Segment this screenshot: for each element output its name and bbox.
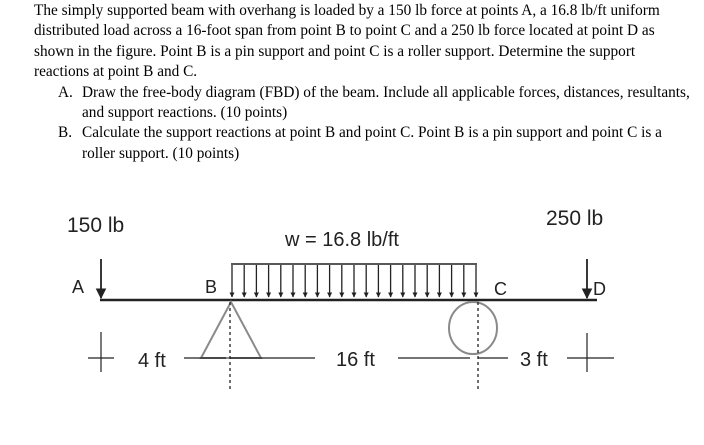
part-b-text: Calculate the support reactions at point B and point C. Point B is a pin support and point C is a roller support. (10 points) bbox=[82, 124, 662, 162]
force-a-label: 150 lb bbox=[67, 214, 125, 237]
part-a-text: Draw the free-body diagram (FBD) of the beam. Include all applicable forces, distances, resultants, and support reactions. (10 points) bbox=[82, 83, 690, 122]
distributed-load bbox=[231, 264, 477, 297]
part-a-label: A. bbox=[58, 83, 73, 101]
point-d-label: D bbox=[593, 279, 606, 299]
point-a-label: A bbox=[72, 277, 85, 297]
pin-support-b bbox=[201, 302, 261, 392]
dimension-ab-label: 4 ft bbox=[138, 350, 166, 372]
point-c-label: C bbox=[494, 279, 507, 299]
roller-support-c bbox=[449, 302, 497, 392]
distributed-load-label: w = 16.8 lb/ft bbox=[285, 229, 399, 251]
part-b-label: B. bbox=[58, 124, 73, 142]
problem-intro: The simply supported beam with overhang is loaded by a 150 lb force at points A, a 16.8 lb/ft uniform distributed load across a 16-foot span from point B to point C and a 250 lb force located at point D as shown in the figure. Point B is a pin support and point C is a roller support. Determine the support reactions at point B and C. bbox=[34, 2, 660, 81]
dimension-cd-label: 3 ft bbox=[520, 349, 548, 371]
point-b-label: B bbox=[205, 277, 218, 297]
dimension-bc-label: 16 ft bbox=[336, 349, 375, 371]
force-d-label: 250 lb bbox=[546, 207, 604, 230]
